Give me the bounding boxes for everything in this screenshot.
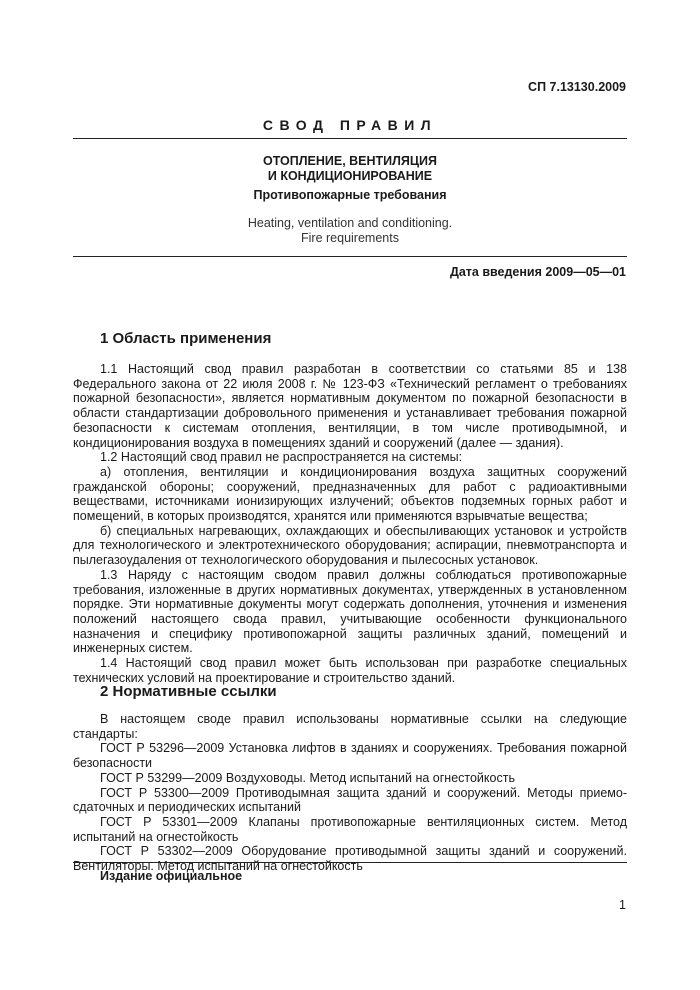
reference-item: ГОСТ Р 53300—2009 Противодымная защита зданий и сооружений. Методы приемо-сдаточных и периодических испытаний	[73, 785, 627, 815]
paragraph: б) специальных нагревающих, охлаждающих и обеспыливающих установок и устройств для технологического и электротехнического оборудования; аспирации, пневмотранспорта и пылегазоудаления от технологического оборудования и пылесосных установок.	[73, 523, 627, 568]
title-divider	[73, 256, 627, 257]
paragraph: а) отопления, вентиляции и кондиционирования воздуха защитных сооружений гражданской обороны; сооружений, предназначенных для работ с радиоактивными веществами, источниками ионизирующих излучений; объектов подземных горных работ и помещений, в которых производятся, хранятся или применяются взрывчатые вещества;	[73, 464, 627, 524]
reference-item: ГОСТ Р 53301—2009 Клапаны противопожарные вентиляционных систем. Метод испытаний на огнестойкость	[73, 814, 627, 844]
section-body-scope	[73, 362, 627, 685]
section-body-references	[73, 712, 627, 874]
document-title-english	[0, 216, 700, 246]
paragraph: 1.2 Настоящий свод правил не распространяется на системы:	[100, 450, 463, 465]
page-number: 1	[619, 898, 626, 912]
document-code: СП 7.13130.2009	[528, 80, 626, 94]
english-title-line: Heating, ventilation and conditioning.	[247, 216, 453, 230]
document-type-title: СВОД ПРАВИЛ	[262, 117, 438, 133]
section-heading-scope: 1 Область применения	[100, 330, 272, 347]
paragraph: 1.1 Настоящий свод правил разработан в соответствии со статьями 85 и 138 Федерального закона от 22 июля 2008 г. № 123-ФЗ «Технический регламент о требованиях пожарной безопасности», является нормативным документом по пожарной безопасности в области стандартизации добровольного применения и устанавливает требования пожарной безопасности к системам отопления, вентиляции, в том числе противодымной, и кондиционирования воздуха в помещениях зданий и сооружений (далее — здания).	[73, 362, 627, 450]
document-title	[0, 154, 700, 184]
edition-label: Издание официальное	[100, 869, 243, 883]
introduction-date: Дата введения 2009—05—01	[449, 265, 626, 279]
document-title-line: ОТОПЛЕНИЕ, ВЕНТИЛЯЦИЯ	[262, 154, 438, 168]
paragraph: 1.3 Наряду с настоящим сводом правил должны соблюдаться противопожарные требования, изложенные в других нормативных документах, утвержденных в установленном порядке. Эти нормативные документы могут содержать дополнения, уточнения и изменения положений настоящего свода правил, учитывающие особенности функционального назначения и специфику противопожарной защиты различных зданий, помещений и инженерных систем.	[73, 567, 627, 656]
reference-item: ГОСТ Р 53296—2009 Установка лифтов в зданиях и сооружениях. Требования пожарной безопасности	[73, 741, 627, 771]
reference-item: ГОСТ Р 53299—2009 Воздуховоды. Метод испытаний на огнестойкость	[100, 770, 515, 785]
footer-divider	[73, 862, 627, 863]
paragraph: 1.4 Настоящий свод правил может быть использован при разработке специальных технических условий на проектирование и строительство зданий.	[73, 656, 627, 685]
document-title-line: И КОНДИЦИОНИРОВАНИЕ	[267, 169, 433, 183]
paragraph: В настоящем своде правил использованы нормативные ссылки на следующие стандарты:	[73, 712, 627, 741]
reference-item: ГОСТ Р 53302—2009 Оборудование противодымной защиты зданий и сооружений. Вентиляторы. Метод испытаний на огнестойкость	[73, 844, 627, 874]
english-title-line: Fire requirements	[301, 231, 399, 245]
document-subtitle: Противопожарные требования	[253, 188, 447, 202]
section-heading-references: 2 Нормативные ссылки	[100, 683, 277, 700]
header-divider	[73, 138, 627, 139]
